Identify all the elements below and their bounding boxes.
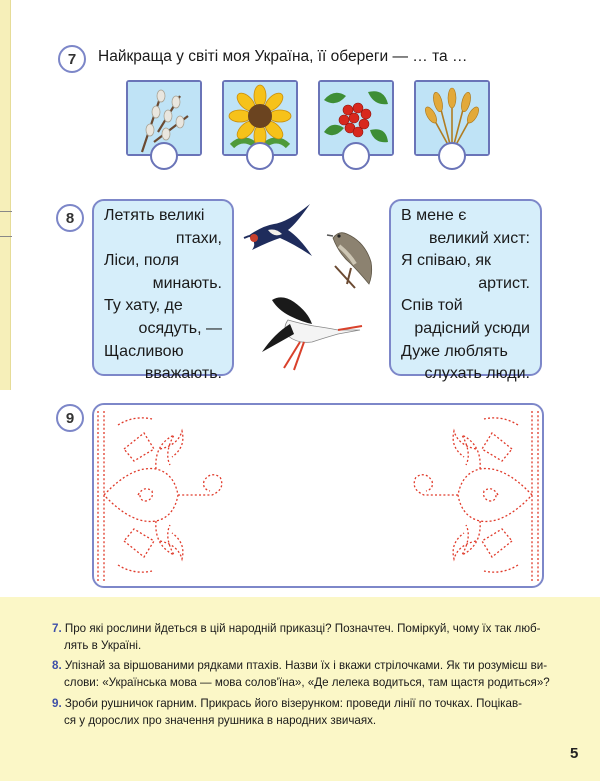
instruction-text: слови: «Українська мова — мова солов'їна», «Де лелека водиться, там щастя родиться»? — [64, 676, 550, 689]
towel-pattern-area[interactable] — [92, 403, 544, 588]
verse-line: Дуже люблять — [401, 342, 508, 360]
nightingale-illustration[interactable] — [325, 224, 377, 294]
instruction-text: Упізнай за віршованими рядками птахів. Назви їх і вкажи стрілочками. Як ти розумієш ви- — [64, 659, 548, 672]
embroidery-pattern-right — [414, 411, 538, 581]
verse-line: радісний усюди — [414, 319, 530, 337]
answer-circle[interactable] — [438, 142, 466, 170]
instructions-panel — [0, 597, 600, 781]
verse-line: осядуть, — — [138, 319, 222, 337]
verse-line: артист. — [478, 274, 530, 292]
answer-circle[interactable] — [150, 142, 178, 170]
verse-line: Летять великі — [104, 207, 205, 224]
instruction-8 — [52, 657, 550, 691]
verse-line: Я співаю, як — [401, 252, 491, 270]
page-number: 5 — [570, 745, 579, 762]
verse-line: Ту хату, де — [104, 297, 183, 315]
instruction-text: Про які рослини йдеться в цій народній приказці? Позначтеч. Поміркуй, чому їх так люб- — [64, 622, 541, 635]
verse-line: Ліси, поля — [104, 252, 180, 270]
verse-line: В мене є — [401, 207, 467, 224]
instruction-text: Зроби рушничок гарним. Прикрась його візерунком: проведи лінії по точках. Поцікав- — [64, 697, 522, 710]
instruction-number: 9. — [52, 697, 62, 710]
instruction-text: ся у дорослих про значення рушника в народних звичаях. — [64, 714, 377, 727]
task-7-text: Найкраща у світі моя Україна, її обереги — … та … — [98, 48, 468, 65]
task-9-number: 9 — [56, 404, 84, 432]
verse-line: великий хист: — [429, 229, 530, 247]
instruction-9 — [52, 695, 522, 729]
verse-line: Щасливою — [104, 342, 184, 360]
verse-line: слухать люди. — [424, 365, 530, 383]
instruction-number: 8. — [52, 659, 62, 672]
instruction-text: лять в Україні. — [64, 639, 142, 652]
answer-circle[interactable] — [246, 142, 274, 170]
stork-illustration[interactable] — [254, 290, 364, 376]
wheat-picture — [414, 80, 490, 156]
embroidery-pattern-left — [98, 411, 222, 581]
instruction-number: 7. — [52, 622, 62, 635]
left-verse-box — [92, 199, 234, 383]
verse-line: минають. — [152, 274, 222, 292]
sunflower-picture — [222, 80, 298, 156]
instruction-7 — [52, 620, 541, 654]
left-page-edge — [0, 0, 11, 390]
task-8-number: 8 — [56, 204, 84, 232]
viburnum-picture — [318, 80, 394, 156]
edge-mark — [0, 236, 12, 237]
verse-line: птахи, — [175, 229, 222, 247]
right-verse-box — [389, 199, 542, 383]
edge-mark — [0, 211, 12, 212]
willow-picture — [126, 80, 202, 156]
verse-line: вважають. — [144, 365, 222, 383]
swallow-illustration[interactable] — [240, 196, 315, 260]
task-7-number: 7 — [58, 45, 86, 73]
verse-line: Спів той — [401, 297, 463, 315]
answer-circle[interactable] — [342, 142, 370, 170]
